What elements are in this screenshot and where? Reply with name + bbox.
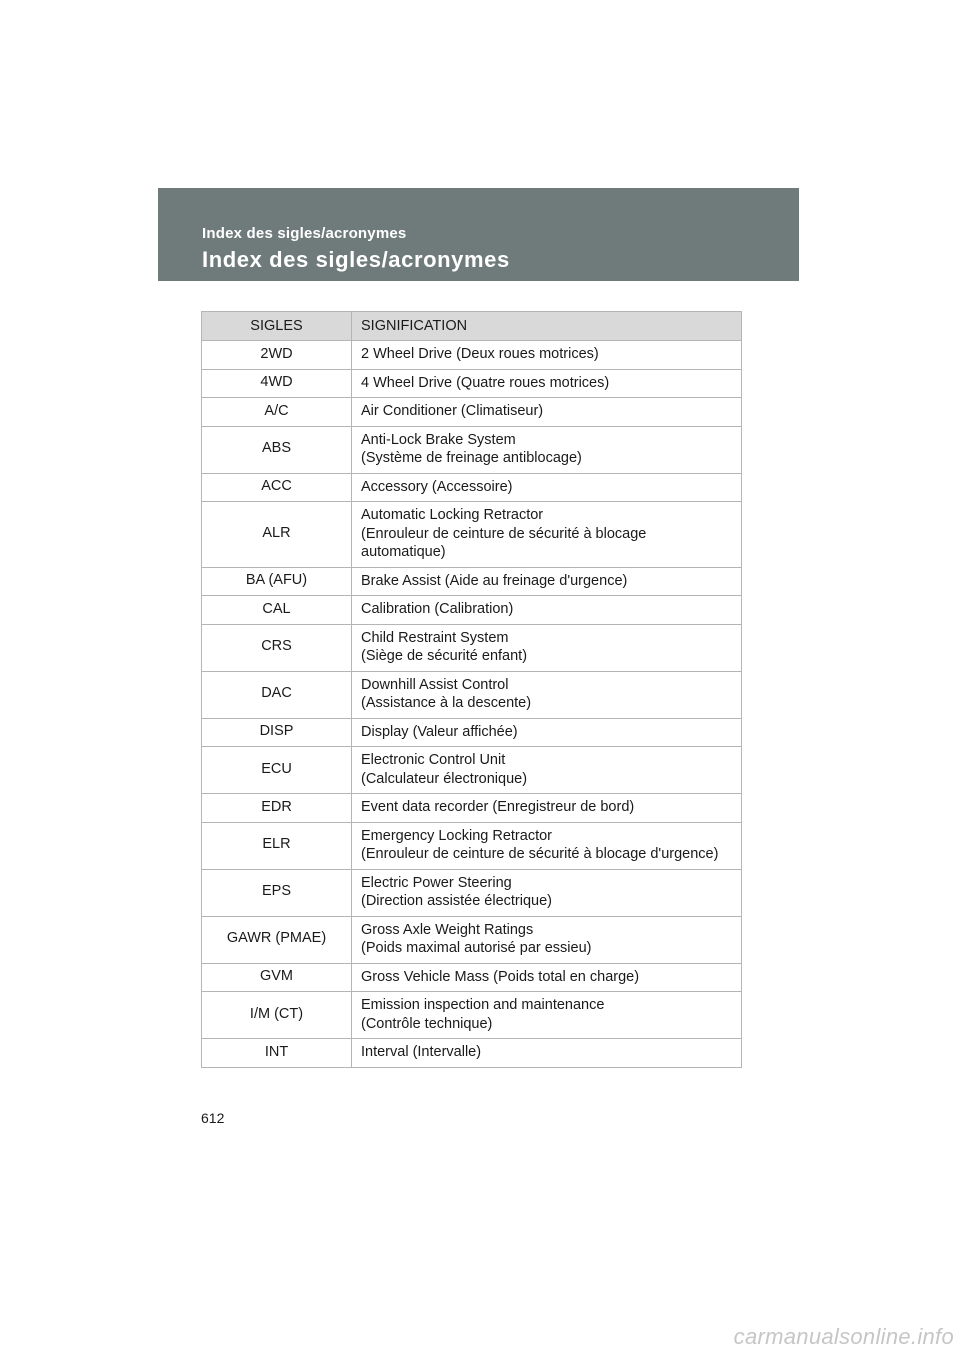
meaning-cell: Electronic Control Unit (Calculateur électronique) xyxy=(352,747,742,794)
table-row xyxy=(202,567,742,596)
table-row xyxy=(202,426,742,473)
table-row xyxy=(202,596,742,625)
acronym-cell: INT xyxy=(202,1039,352,1068)
meaning-cell: Automatic Locking Retractor (Enrouleur de ceinture de sécurité à blocage automatique) xyxy=(352,502,742,568)
meaning-cell: 4 Wheel Drive (Quatre roues motrices) xyxy=(352,369,742,398)
table-row xyxy=(202,624,742,671)
meaning-cell: Anti-Lock Brake System (Système de freinage antiblocage) xyxy=(352,426,742,473)
table-header-row xyxy=(202,312,742,341)
meaning-cell: Gross Axle Weight Ratings (Poids maximal autorisé par essieu) xyxy=(352,916,742,963)
meaning-cell: Emergency Locking Retractor (Enrouleur de ceinture de sécurité à blocage d'urgence) xyxy=(352,822,742,869)
meaning-cell: Calibration (Calibration) xyxy=(352,596,742,625)
table-row xyxy=(202,963,742,992)
acronym-cell: 2WD xyxy=(202,341,352,370)
table-row xyxy=(202,992,742,1039)
meaning-cell: Accessory (Accessoire) xyxy=(352,473,742,502)
meaning-cell: Electric Power Steering (Direction assistée électrique) xyxy=(352,869,742,916)
table-row xyxy=(202,718,742,747)
meaning-cell: Air Conditioner (Climatiseur) xyxy=(352,398,742,427)
page-title: Index des sigles/acronymes xyxy=(202,247,510,272)
meaning-cell: 2 Wheel Drive (Deux roues motrices) xyxy=(352,341,742,370)
acronym-cell: ALR xyxy=(202,502,352,568)
breadcrumb: Index des sigles/acronymes xyxy=(202,225,407,242)
page-number: 612 xyxy=(201,1110,225,1126)
acronym-cell: A/C xyxy=(202,398,352,427)
table-row xyxy=(202,747,742,794)
acronym-cell: ELR xyxy=(202,822,352,869)
meaning-cell: Downhill Assist Control (Assistance à la descente) xyxy=(352,671,742,718)
table-row xyxy=(202,473,742,502)
table-row xyxy=(202,398,742,427)
table-row xyxy=(202,341,742,370)
acronym-cell: ABS xyxy=(202,426,352,473)
meaning-cell: Event data recorder (Enregistreur de bord) xyxy=(352,794,742,823)
section-header xyxy=(158,188,799,281)
acronym-cell: BA (AFU) xyxy=(202,567,352,596)
table-row xyxy=(202,794,742,823)
meaning-cell: Emission inspection and maintenance (Contrôle technique) xyxy=(352,992,742,1039)
meaning-cell: Gross Vehicle Mass (Poids total en charge) xyxy=(352,963,742,992)
meaning-cell: Interval (Intervalle) xyxy=(352,1039,742,1068)
acronym-cell: GAWR (PMAE) xyxy=(202,916,352,963)
acronym-cell: EDR xyxy=(202,794,352,823)
acronym-table xyxy=(201,311,742,1068)
table-row xyxy=(202,502,742,568)
acronym-cell: DAC xyxy=(202,671,352,718)
table-row xyxy=(202,369,742,398)
acronym-cell: CRS xyxy=(202,624,352,671)
acronym-cell: EPS xyxy=(202,869,352,916)
acronym-cell: GVM xyxy=(202,963,352,992)
acronym-cell: CAL xyxy=(202,596,352,625)
acronym-cell: ECU xyxy=(202,747,352,794)
acronym-cell: I/M (CT) xyxy=(202,992,352,1039)
table-row xyxy=(202,916,742,963)
column-header-meaning: SIGNIFICATION xyxy=(352,312,742,341)
watermark-text: carmanualsonline.info xyxy=(733,1324,954,1349)
table-row xyxy=(202,1039,742,1068)
table-row xyxy=(202,822,742,869)
table-row xyxy=(202,671,742,718)
meaning-cell: Brake Assist (Aide au freinage d'urgence) xyxy=(352,567,742,596)
meaning-cell: Display (Valeur affichée) xyxy=(352,718,742,747)
table-row xyxy=(202,869,742,916)
column-header-acronym: SIGLES xyxy=(202,312,352,341)
acronym-cell: DISP xyxy=(202,718,352,747)
acronym-cell: 4WD xyxy=(202,369,352,398)
acronym-cell: ACC xyxy=(202,473,352,502)
meaning-cell: Child Restraint System (Siège de sécurité enfant) xyxy=(352,624,742,671)
